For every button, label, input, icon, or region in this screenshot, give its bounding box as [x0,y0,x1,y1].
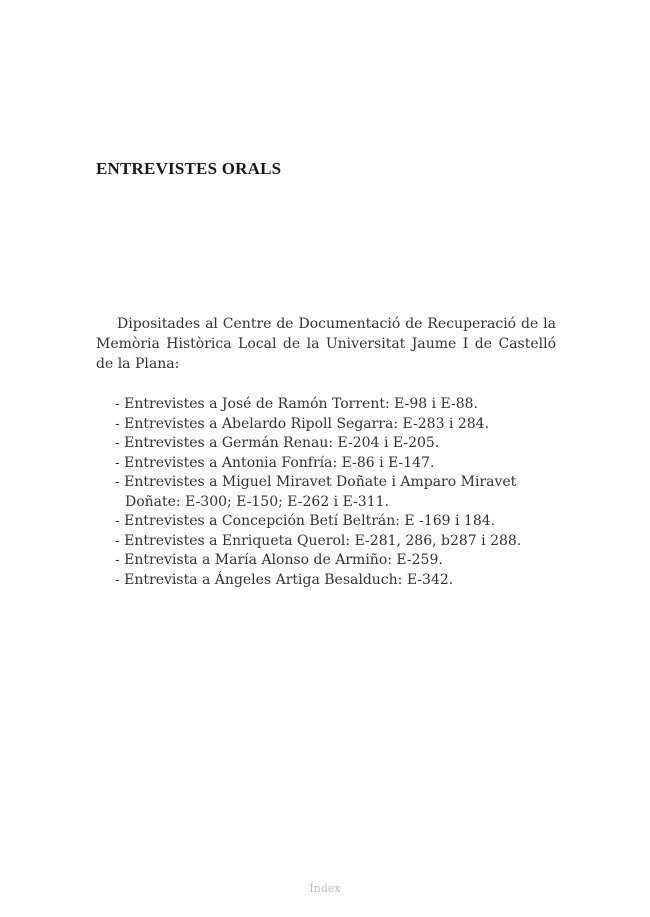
list-item: - Entrevistes a Miguel Miravet Doñate i Amparo Miravet Doñate: E-300; E-150; E-262 i E-311. [115,474,517,510]
list-item: - Entrevista a Ángeles Artiga Besalduch: E-342. [115,571,454,588]
list-item: - Entrevistes a Germán Renau: E-204 i E-205. [115,435,440,451]
page-title: ENTREVISTES ORALS [96,159,282,178]
list-item: - Entrevistes a Abelardo Ripoll Segarra: E-283 i 284. [115,415,490,432]
list-item: - Entrevistes a José de Ramón Torrent: E-98 i E-88. [115,396,479,412]
list-item: - Entrevista a María Alonso de Armiño: E-259. [115,552,443,568]
intro-paragraph: Dipositades al Centre de Documentació de Recuperació de la Memòria Històrica Local de la Universitat Jaume I de Castelló de la Plana: [96,316,556,372]
index-link[interactable]: Índex [309,882,341,895]
list-item: - Entrevistes a Enriqueta Querol: E-281, 286, b287 i 288. [115,532,522,549]
interview-list [115,395,560,590]
list-item: - Entrevistes a Concepción Betí Beltrán: E -169 i 184. [115,513,496,529]
list-item: - Entrevistes a Antonia Fonfría: E-86 i E-147. [115,454,435,471]
